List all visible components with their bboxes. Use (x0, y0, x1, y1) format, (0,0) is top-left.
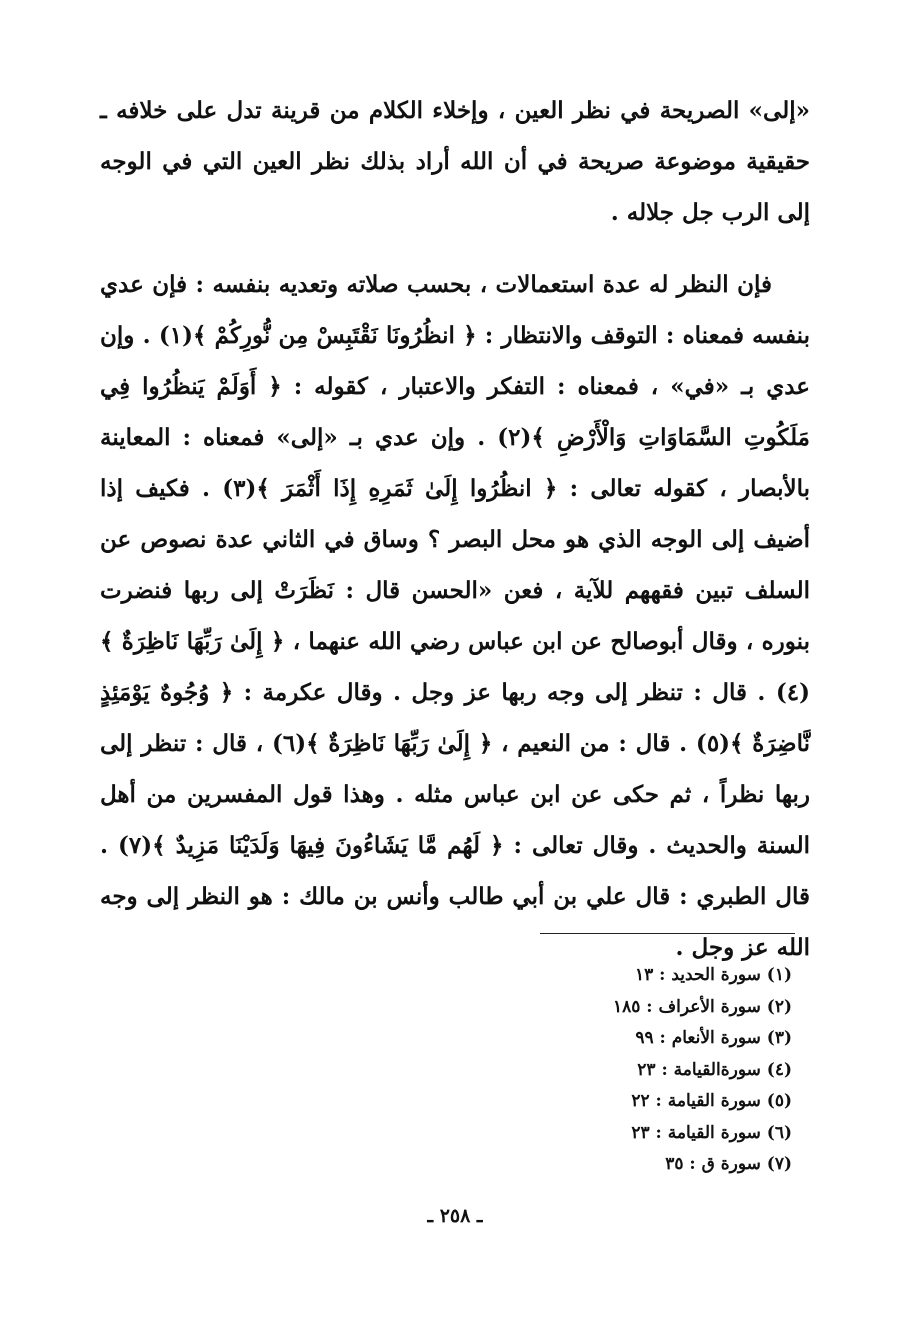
footnote-1: (١) سورة الحديد : ١٣ (634, 965, 792, 985)
footnote-6: (٦) سورة القيامة : ٢٣ (631, 1122, 792, 1143)
footnote-divider (540, 933, 795, 934)
paragraph-2: فإن النظر له عدة استعمالات ، بحسب صلاته وتعديه بنفسه : فإن عدي بنفسه فمعناه : التوقف والانتظار : ﴿ انظُرُونَا نَقْتَبِسْ مِن نُّورِكُمْ ﴾(١) . وإن عدي بـ «في» ، فمعناه : التفكر والاعتبار ، كقوله : ﴿ أَوَلَمْ يَنظُرُوا فِي مَلَكُوتِ السَّمَاوَاتِ وَالْأَرْضِ ﴾(٢) . وإن عدي بـ «إلى» فمعناه : المعاينة بالأبصار ، كقوله تعالى : ﴿ انظُرُوا إِلَىٰ ثَمَرِهِ إِذَا أَثْمَرَ ﴾(٣) . فكيف إذا أضيف إلى الوجه الذي هو محل البصر ؟ وساق في الثاني عدة نصوص عن السلف تبين فقههم للآية ، فعن «الحسن قال : نَظَرَتْ إلى ربها فنضرت بنوره ، وقال أبوصالح عن ابن عباس رضي الله عنهما ، ﴿ إِلَىٰ رَبِّهَا نَاظِرَةٌ ﴾(٤) . قال : تنظر إلى وجه ربها عز وجل . وقال عكرمة : ﴿ وُجُوهٌ يَوْمَئِذٍ نَّاضِرَةٌ ﴾(٥) . قال : من النعيم ، ﴿ إِلَىٰ رَبِّهَا نَاظِرَةٌ ﴾(٦) ، قال : تنظر إلى ربها نظراً ، ثم حكى عن ابن عباس مثله . وهذا قول المفسرين من أهل السنة والحديث . وقال تعالى : ﴿ لَهُم مَّا يَشَاءُونَ فِيهَا وَلَدَيْنَا مَزِيدٌ ﴾(٧) . قال الطبري : قال علي بن أبي طالب وأنس بن مالك : هو النظر إلى وجه الله عز وجل . (100, 271, 811, 961)
footnotes-list (613, 960, 792, 1181)
footnote-2: (٢) سورة الأعراف : ١٨٥ (612, 996, 792, 1017)
footnote-5: (٥) سورة القيامة : ٢٢ (631, 1091, 792, 1111)
footnote-7: (٧) سورة ق : ٣٥ (665, 1154, 792, 1174)
footnote-4: (٤) سورةالقيامة : ٢٣ (637, 1059, 792, 1080)
footnote-3: (٣) سورة الأنعام : ٩٩ (635, 1028, 792, 1048)
page-number: ـ ٢٥٨ ـ (427, 1205, 483, 1227)
paragraph-1: «إلى» الصريحة في نظر العين ، وإخلاء الكلام من قرينة تدل على خلافه ـ حقيقية موضوعة صريحة في أن الله أراد بذلك نظر العين التي في الوجه إلى الرب جل جلاله . (100, 97, 810, 226)
